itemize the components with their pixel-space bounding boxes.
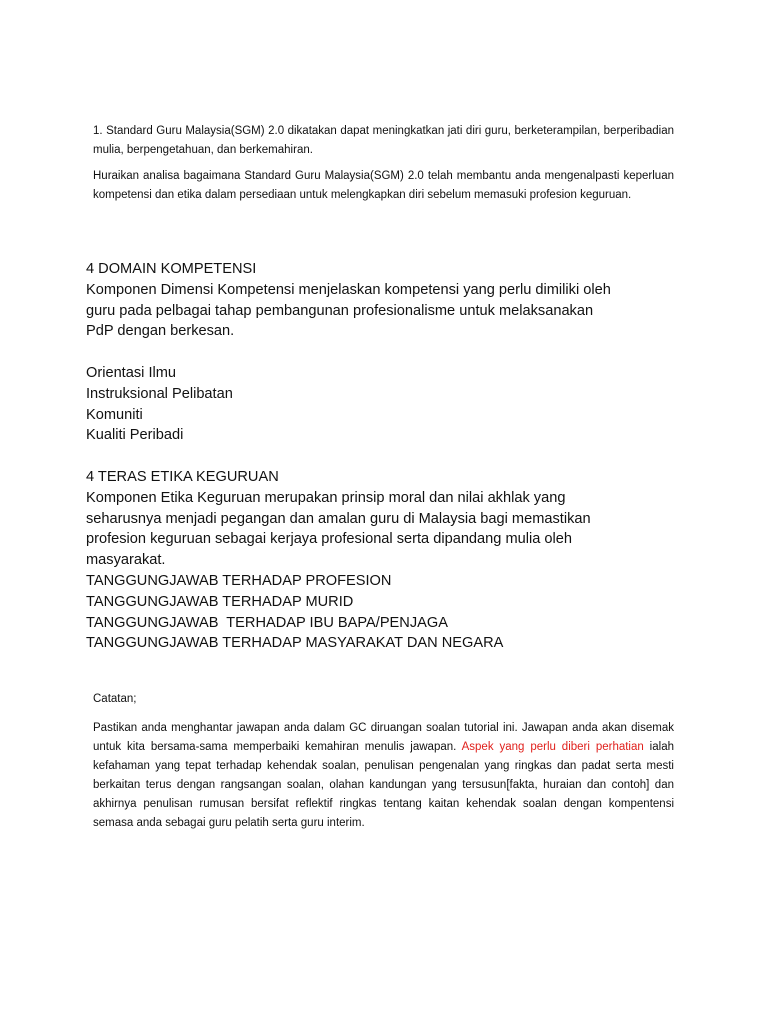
catatan-highlight: Aspek yang perlu diberi perhatian [461,741,644,753]
etika-description-line: masyarakat. [86,552,166,569]
etika-description-line: seharusnya menjadi pegangan dan amalan guru di Malaysia bagi memastikan [86,510,591,527]
domain-description-line: PdP dengan berkesan. [86,323,235,340]
domain-heading: 4 DOMAIN KOMPETENSI [86,261,257,277]
catatan-text: ialah kefahaman yang tepat terhadap kehendak soalan, penulisan pengenalan yang ringkas dan padat serta mesti berkaitan terus dengan rangsangan soalan, olahan kandungan yang tersusun[fakta, huraian dan contoh] dan akhirnya penulisan rumusan bersifat reflektif ringkas tentang kaitan kehendak soalan dengan kompentensi semasa anda sebagai guru pelatih serta guru interim. [93,741,674,829]
etika-item: TANGGUNGJAWAB TERHADAP MASYARAKAT DAN NEGARA [86,635,504,652]
domain-description-line: Komponen Dimensi Kompetensi menjelaskan kompetensi yang perlu dimiliki oleh [86,281,611,298]
etika-item: TANGGUNGJAWAB TERHADAP MURID [86,593,354,610]
catatan-body [93,719,674,833]
domain-section [86,259,686,654]
domain-item: Orientasi Ilmu [86,364,177,381]
etika-item: TANGGUNGJAWAB TERHADAP PROFESION [86,572,392,589]
catatan-text: Pastikan anda menghantar jawapan anda dalam GC diruangan soalan tutorial ini. Jawapan anda akan disemak untuk kita bersama-sama memperbaiki kemahiran menulis jawapan. [93,722,674,753]
etika-description-line: profesion keguruan sebagai kerjaya profesional serta dipandang mulia oleh [86,531,572,548]
catatan-heading: Catatan; [93,693,137,705]
etika-item: TANGGUNGJAWAB TERHADAP IBU BAPA/PENJAGA [86,614,448,631]
question-text: 1. Standard Guru Malaysia(SGM) 2.0 dikatakan dapat meningkatkan jati diri guru, berketerampilan, berperibadian mulia, berpengetahuan, dan berkemahiran. [93,125,674,156]
etika-heading: 4 TERAS ETIKA KEGURUAN [86,468,279,485]
domain-item: Komuniti [86,406,143,423]
domain-item: Kualiti Peribadi [86,427,184,444]
question-instruction: Huraikan analisa bagaimana Standard Guru Malaysia(SGM) 2.0 telah membantu anda mengenalpasti keperluan kompetensi dan etika dalam persediaan untuk melengkapkan diri sebelum memasuki profesion keguruan. [93,170,674,201]
etika-description-line: Komponen Etika Keguruan merupakan prinsip moral dan nilai akhlak yang [86,489,566,506]
domain-item: Instruksional Pelibatan [86,385,233,402]
domain-description-line: guru pada pelbagai tahap pembangunan profesionalisme untuk melaksanakan [86,302,594,319]
